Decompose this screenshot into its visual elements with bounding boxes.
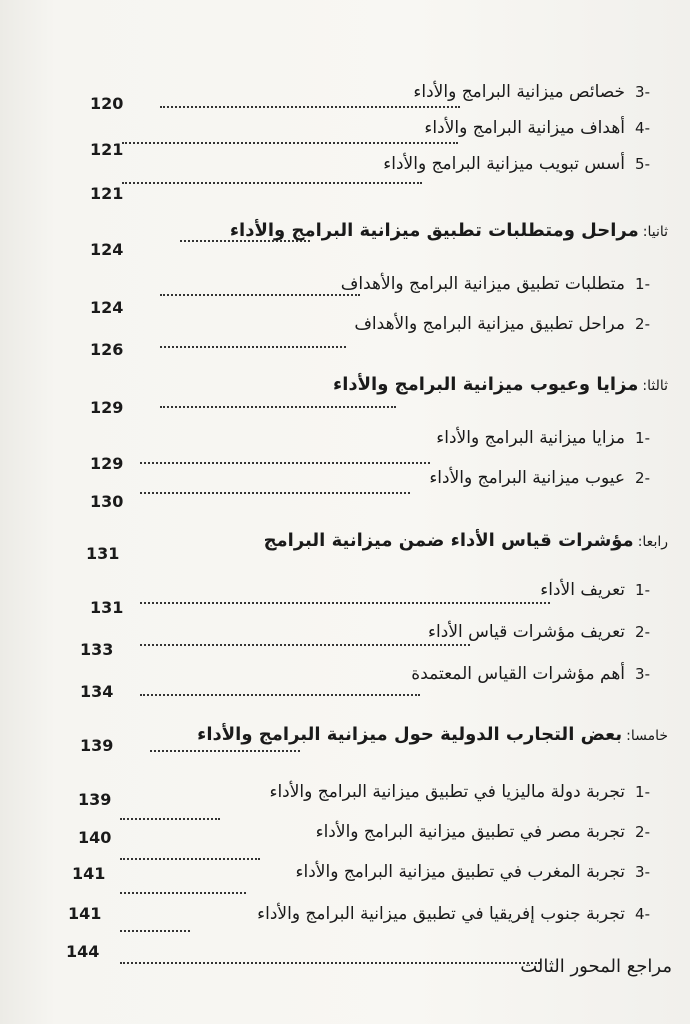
- page-number: 124: [90, 240, 124, 259]
- entry-text: تجربة جنوب إفريقيا في تطبيق ميزانية البرامج والأداء: [257, 904, 626, 924]
- entry-number: -2: [635, 623, 650, 641]
- toc-section-heading: [60, 220, 668, 266]
- leader-dots: [140, 452, 430, 464]
- entry-number: -3: [635, 665, 650, 683]
- entry-number: -2: [635, 823, 650, 841]
- entry-title: [540, 580, 650, 600]
- leader-dots: [122, 132, 458, 144]
- toc-section-heading: [60, 374, 668, 420]
- leader-dots: [120, 808, 220, 820]
- entry-title: [264, 530, 668, 551]
- entry-text: مراحل ومتطلبات تطبيق ميزانية البرامج والأداء: [229, 220, 639, 241]
- leader-dots: [140, 482, 410, 494]
- page-number: 120: [90, 94, 124, 113]
- toc-entry: [60, 468, 660, 514]
- entry-number: -1: [635, 429, 650, 447]
- entry-number: -5: [635, 155, 650, 173]
- entry-title: [354, 314, 650, 334]
- toc-entry: [60, 580, 660, 626]
- entry-text: تعريف مؤشرات قياس الأداء: [428, 622, 626, 642]
- entry-number: -3: [635, 863, 650, 881]
- entry-number: -1: [635, 783, 650, 801]
- leader-dots: [140, 684, 420, 696]
- entry-number: -2: [635, 315, 650, 333]
- page-number: 129: [90, 454, 124, 473]
- entry-title: [333, 374, 668, 395]
- page-number: 133: [80, 640, 114, 659]
- entry-text: أهداف ميزانية البرامج والأداء: [424, 118, 626, 138]
- entry-text: مراحل تطبيق ميزانية البرامج والأهداف: [354, 314, 626, 334]
- leader-dots: [160, 396, 396, 408]
- entry-text: مزايا ميزانية البرامج والأداء: [436, 428, 626, 448]
- entry-title: [341, 274, 650, 294]
- entry-title: [429, 468, 650, 488]
- entry-number: -1: [635, 275, 650, 293]
- entry-text: مزايا وعيوب ميزانية البرامج والأداء: [333, 374, 639, 395]
- toc-entry: [60, 664, 660, 710]
- entry-number: -1: [635, 581, 650, 599]
- entry-text: عيوب ميزانية البرامج والأداء: [429, 468, 626, 488]
- toc-entry: [60, 862, 660, 908]
- page-number: 130: [90, 492, 124, 511]
- leader-dots: [122, 172, 422, 184]
- entry-text: تجربة دولة ماليزيا في تطبيق ميزانية البرامج والأداء: [269, 782, 626, 802]
- entry-number: ثالثا:: [642, 378, 668, 394]
- entry-title: [436, 428, 650, 448]
- entry-title: [257, 904, 650, 924]
- leader-dots: [120, 952, 540, 964]
- toc-entry: [60, 314, 660, 360]
- leader-dots: [140, 592, 550, 604]
- page-number: 121: [90, 184, 124, 203]
- entry-title: [411, 664, 650, 684]
- entry-text: مراجع المحور الثالث: [520, 956, 672, 977]
- leader-dots: [160, 284, 360, 296]
- entry-text: مؤشرات قياس الأداء ضمن ميزانية البرامج: [263, 530, 634, 551]
- entry-number: -4: [635, 905, 650, 923]
- leader-dots: [140, 634, 470, 646]
- toc-section-heading: [60, 940, 672, 986]
- entry-title: [316, 822, 650, 842]
- page-number: 140: [78, 828, 112, 847]
- toc-entry: [60, 154, 660, 203]
- entry-number: خامسا:: [626, 728, 668, 744]
- entry-text: تعريف الأداء: [540, 580, 626, 600]
- page-number: 139: [78, 790, 112, 809]
- leader-dots: [120, 848, 260, 860]
- entry-title: [383, 154, 650, 174]
- entry-text: أهم مؤشرات القياس المعتمدة: [411, 664, 626, 684]
- entry-title: [424, 118, 650, 138]
- page-number: 134: [80, 682, 114, 701]
- page-number: 144: [66, 942, 100, 961]
- entry-text: تجربة مصر في تطبيق ميزانية البرامج والأداء: [315, 822, 626, 842]
- toc-entry: [60, 622, 660, 668]
- page-number: 126: [90, 340, 124, 359]
- page-number: 124: [90, 298, 124, 317]
- entry-number: -3: [635, 83, 650, 101]
- entry-text: متطلبات تطبيق ميزانية البرامج والأهداف: [340, 274, 626, 294]
- leader-dots: [150, 740, 300, 752]
- entry-text: خصائص ميزانية البرامج والأداء: [413, 82, 626, 102]
- entry-text: تجربة المغرب في تطبيق ميزانية البرامج والأداء: [295, 862, 626, 882]
- entry-text: بعض التجارب الدولية حول ميزانية البرامج والأداء: [197, 724, 623, 745]
- entry-number: رابعا:: [637, 534, 668, 550]
- leader-dots: [160, 96, 460, 108]
- entry-title: [520, 956, 672, 977]
- page-number: 141: [68, 904, 102, 923]
- page-number: 131: [86, 544, 120, 563]
- entry-text: أسس تبويب ميزانية البرامج والأداء: [383, 154, 626, 174]
- page-number: 129: [90, 398, 124, 417]
- toc-section-heading: [60, 530, 668, 576]
- entry-number: -4: [635, 119, 650, 137]
- leader-dots: [160, 336, 346, 348]
- leader-dots: [180, 230, 310, 242]
- page-number: 121: [90, 140, 124, 159]
- entry-title: [296, 862, 651, 882]
- page-number: 131: [90, 598, 124, 617]
- toc-section-heading: [60, 724, 668, 770]
- leader-dots: [120, 920, 190, 932]
- page-number: 141: [72, 864, 106, 883]
- entry-title: [269, 782, 650, 802]
- leader-dots: [120, 882, 246, 894]
- entry-number: ثانيا:: [642, 224, 668, 240]
- entry-number: -2: [635, 469, 650, 487]
- page-number: 139: [80, 736, 114, 755]
